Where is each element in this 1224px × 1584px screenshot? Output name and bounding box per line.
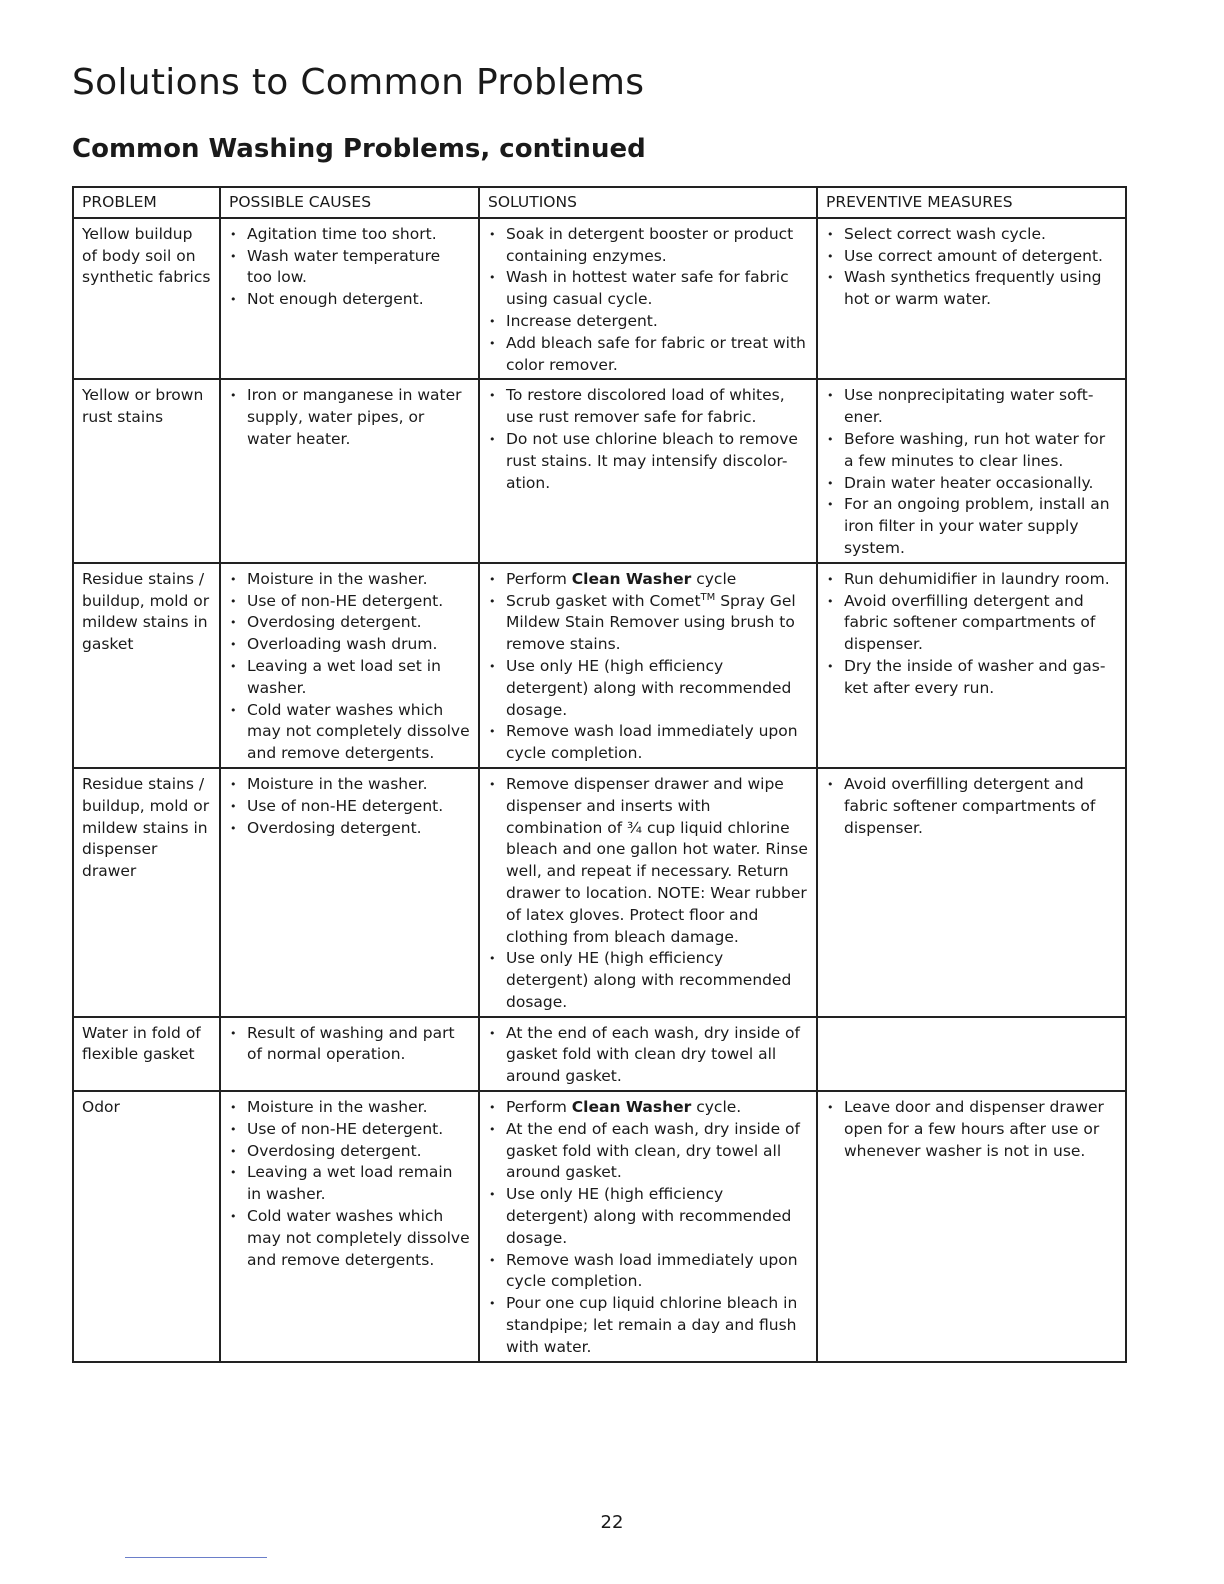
list-item: • Wash synthetics frequently using hot or warm water. xyxy=(826,267,1117,311)
problems-table xyxy=(72,186,1127,1363)
list-item: • Use of non-HE detergent. xyxy=(229,591,470,613)
causes-list xyxy=(229,224,470,311)
solutions-cell xyxy=(479,1017,817,1091)
trademark-mark: TM xyxy=(700,591,716,603)
solutions-list xyxy=(488,1023,808,1088)
list-item: • Avoid overfilling detergent and fabric softener compartments of dispenser. xyxy=(826,774,1117,839)
solutions-cell xyxy=(479,218,817,380)
list-item: • Use of non-HE detergent. xyxy=(229,1119,470,1141)
list-item xyxy=(488,656,808,721)
prevention-cell xyxy=(817,218,1126,380)
causes-cell xyxy=(220,379,479,562)
list-item xyxy=(488,1119,808,1184)
prevention-cell xyxy=(817,1017,1126,1091)
solutions-list xyxy=(488,224,808,377)
list-item xyxy=(488,267,808,311)
solutions-list xyxy=(488,385,808,494)
list-item: • Moisture in the washer. xyxy=(229,569,470,591)
list-item: • Not enough detergent. xyxy=(229,289,470,311)
section-title: Common Washing Problems, continued xyxy=(72,134,646,164)
solution-text: Do not use chlorine bleach to remove rust stains. It may intensify discolor-ation. xyxy=(506,429,798,492)
causes-list xyxy=(229,569,470,765)
solution-text: Perform xyxy=(506,1098,572,1117)
clean-washer-label: Clean Washer xyxy=(571,1098,692,1117)
problem-cell: Residue stains / buildup, mold or mildew stains in gasket xyxy=(73,563,220,768)
solutions-cell xyxy=(479,563,817,768)
solution-text: Add bleach safe for fabric or treat with color remover. xyxy=(506,333,806,374)
list-item: • Leaving a wet load remain in washer. xyxy=(229,1162,470,1206)
table-row xyxy=(73,768,1126,1017)
list-item xyxy=(488,385,808,429)
list-item xyxy=(488,1023,808,1088)
list-item: • Overdosing detergent. xyxy=(229,1141,470,1163)
solutions-list xyxy=(488,1097,808,1359)
prevention-cell xyxy=(817,563,1126,768)
problem-cell: Water in fold of flexible gasket xyxy=(73,1017,220,1091)
table-row xyxy=(73,1017,1126,1091)
solution-text: Wash in hottest water safe for fabric using casual cycle. xyxy=(506,268,789,309)
prevention-list xyxy=(826,224,1117,311)
list-item: • Leave door and dispenser drawer open for a few hours after use or whenever washer is not in use. xyxy=(826,1097,1117,1162)
list-item xyxy=(488,774,808,948)
list-item xyxy=(488,429,808,494)
list-item: • Before washing, run hot water for a few minutes to clear lines. xyxy=(826,429,1117,473)
list-item xyxy=(488,1293,808,1358)
footer-rule xyxy=(125,1557,267,1558)
list-item: • Use nonprecipitating water soft-ener. xyxy=(826,385,1117,429)
list-item: • Run dehumidifier in laundry room. xyxy=(826,569,1117,591)
prevention-cell xyxy=(817,768,1126,1017)
solution-text: Use only HE (high efficiency detergent) along with recommended dosage. xyxy=(506,949,792,1011)
solution-text: Remove wash load immediately upon cycle completion. xyxy=(506,722,798,763)
list-item: • Leaving a wet load set in washer. xyxy=(229,656,470,700)
causes-list xyxy=(229,1097,470,1271)
list-item: • Wash water temperature too low. xyxy=(229,246,470,290)
list-item: • Cold water washes which may not completely dissolve and remove detergents. xyxy=(229,1206,470,1271)
list-item xyxy=(488,333,808,377)
solution-text: At the end of each wash, dry inside of gasket fold with clean, dry towel all around gasket. xyxy=(506,1119,800,1182)
list-item xyxy=(488,569,808,591)
list-item xyxy=(488,224,808,268)
prevention-cell xyxy=(817,379,1126,562)
list-item xyxy=(488,591,808,656)
solution-text: Use only HE (high efficiency detergent) along with recommended dosage. xyxy=(506,1185,792,1247)
solution-text: Increase detergent. xyxy=(506,311,658,330)
solution-text: At the end of each wash, dry inside of gasket fold with clean dry towel all around gasket. xyxy=(506,1023,800,1086)
solution-text: cycle. xyxy=(691,1098,742,1117)
solution-text: Scrub gasket with Comet xyxy=(506,591,701,610)
causes-list xyxy=(229,385,470,450)
list-item: • Overdosing detergent. xyxy=(229,612,470,634)
list-item: • Use of non-HE detergent. xyxy=(229,796,470,818)
solutions-cell xyxy=(479,1091,817,1362)
list-item xyxy=(488,721,808,765)
page-number: 22 xyxy=(600,1512,624,1533)
problem-cell: Yellow buildup of body soil on synthetic fabrics xyxy=(73,218,220,380)
causes-cell xyxy=(220,563,479,768)
list-item xyxy=(488,948,808,1013)
causes-list xyxy=(229,1023,470,1067)
list-item: • Dry the inside of washer and gas-ket after every run. xyxy=(826,656,1117,700)
prevention-list xyxy=(826,774,1117,839)
list-item: • Overdosing detergent. xyxy=(229,818,470,840)
solution-text: Soak in detergent booster or product containing enzymes. xyxy=(506,224,794,265)
table-row xyxy=(73,379,1126,562)
solution-text: Remove wash load immediately upon cycle completion. xyxy=(506,1250,798,1291)
header-problem: PROBLEM xyxy=(73,187,220,218)
list-item: • Use correct amount of detergent. xyxy=(826,246,1117,268)
problem-cell: Odor xyxy=(73,1091,220,1362)
solution-text: Spray Gel Mildew Stain Remover using brush to remove stains. xyxy=(506,591,796,654)
list-item: • Avoid overfilling detergent and fabric softener compartments of dispenser. xyxy=(826,591,1117,656)
table-header xyxy=(73,187,1126,218)
causes-cell xyxy=(220,1091,479,1362)
table-body xyxy=(73,218,1126,1362)
list-item xyxy=(488,1184,808,1249)
prevention-list xyxy=(826,1097,1117,1162)
clean-washer-label: Clean Washer xyxy=(571,569,692,588)
solution-text: Pour one cup liquid chlorine bleach in standpipe; let remain a day and flush with water. xyxy=(506,1294,798,1356)
solution-text: Remove dispenser drawer and wipe dispenser and inserts with combination of ¾ cup liquid chlorine bleach and one gallon hot water. Rinse well, and repeat if necessary. Return drawer to location. NOTE: Wear rubber of latex gloves. Protect floor and clothing from bleach damage. xyxy=(506,774,808,946)
table-row xyxy=(73,218,1126,380)
solution-text: Use only HE (high efficiency detergent) along with recommended dosage. xyxy=(506,656,792,719)
causes-cell xyxy=(220,218,479,380)
solutions-cell xyxy=(479,379,817,562)
list-item xyxy=(488,1097,808,1119)
causes-cell xyxy=(220,768,479,1017)
prevention-list xyxy=(826,385,1117,559)
list-item: • Moisture in the washer. xyxy=(229,774,470,796)
table-row xyxy=(73,1091,1126,1362)
list-item xyxy=(488,1250,808,1294)
solution-text: cycle xyxy=(691,569,737,588)
list-item: • Select correct wash cycle. xyxy=(826,224,1117,246)
solutions-list xyxy=(488,569,808,765)
problem-cell: Residue stains / buildup, mold or mildew stains in dispenser drawer xyxy=(73,768,220,1017)
list-item: • Drain water heater occasionally. xyxy=(826,473,1117,495)
prevention-cell xyxy=(817,1091,1126,1362)
causes-list xyxy=(229,774,470,839)
list-item xyxy=(488,311,808,333)
list-item: • Moisture in the washer. xyxy=(229,1097,470,1119)
prevention-list xyxy=(826,569,1117,700)
header-row xyxy=(73,187,1126,218)
header-solutions: SOLUTIONS xyxy=(479,187,817,218)
solutions-list xyxy=(488,774,808,1014)
page-title: Solutions to Common Problems xyxy=(72,62,645,103)
table-row xyxy=(73,563,1126,768)
problem-cell: Yellow or brown rust stains xyxy=(73,379,220,562)
header-preventive-measures: PREVENTIVE MEASURES xyxy=(817,187,1126,218)
list-item: • Agitation time too short. xyxy=(229,224,470,246)
causes-cell xyxy=(220,1017,479,1091)
solutions-cell xyxy=(479,768,817,1017)
list-item: • For an ongoing problem, install an iron filter in your water supply system. xyxy=(826,494,1117,559)
list-item: • Overloading wash drum. xyxy=(229,634,470,656)
header-possible-causes: POSSIBLE CAUSES xyxy=(220,187,479,218)
list-item: • Cold water washes which may not completely dissolve and remove detergents. xyxy=(229,700,470,765)
solution-text: Perform xyxy=(506,569,572,588)
list-item: • Iron or manganese in water supply, water pipes, or water heater. xyxy=(229,385,470,450)
solution-text: To restore discolored load of whites, use rust remover safe for fabric. xyxy=(506,386,785,427)
list-item: • Result of washing and part of normal operation. xyxy=(229,1023,470,1067)
